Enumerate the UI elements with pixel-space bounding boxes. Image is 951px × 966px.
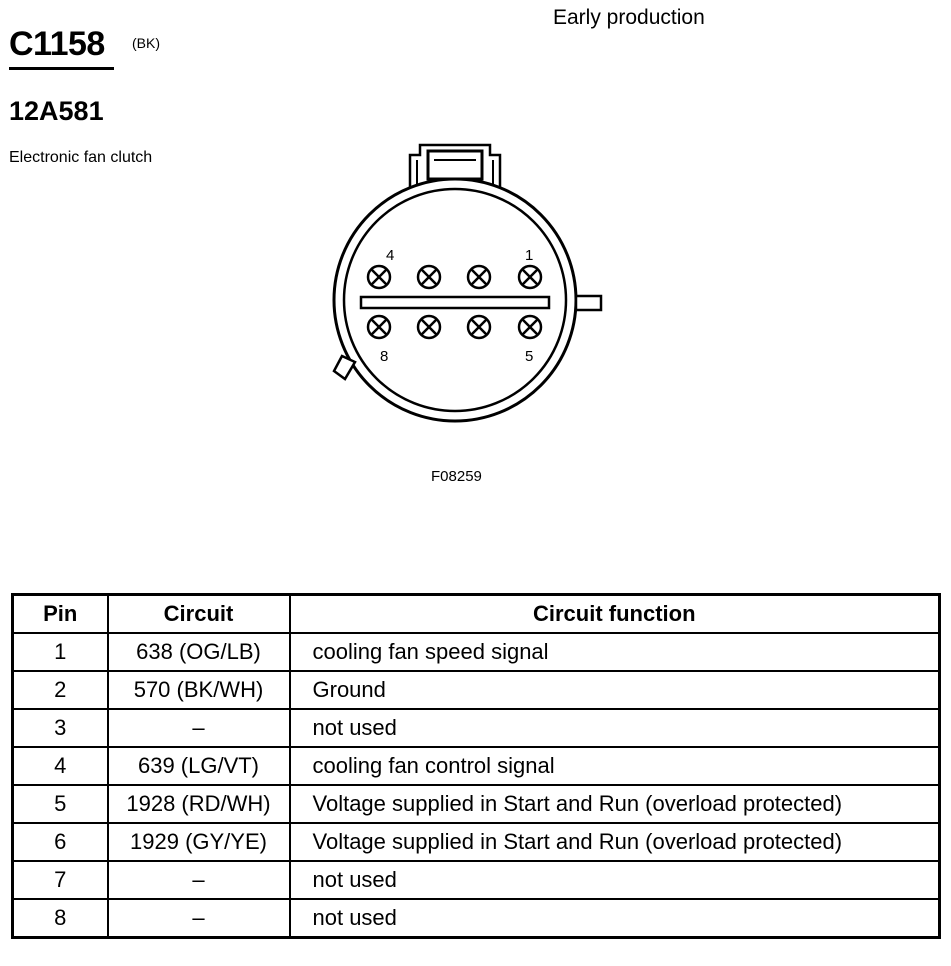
pin-label-4: 4 bbox=[386, 247, 395, 264]
circuit-cell: – bbox=[108, 899, 290, 938]
pin-cavity bbox=[368, 266, 390, 288]
table-row bbox=[13, 709, 940, 747]
pin-cell: 6 bbox=[13, 823, 108, 861]
circuit-function-cell: Ground bbox=[290, 671, 940, 709]
circuit-function-cell: Voltage supplied in Start and Run (overload protected) bbox=[290, 823, 940, 861]
table-row bbox=[13, 671, 940, 709]
connector-key-left bbox=[334, 356, 355, 379]
pin-cell: 7 bbox=[13, 861, 108, 899]
pin-cavity bbox=[418, 316, 440, 338]
circuit-cell: 638 (OG/LB) bbox=[108, 633, 290, 671]
pin-cavity bbox=[418, 266, 440, 288]
component-name: Electronic fan clutch bbox=[9, 149, 153, 166]
pin-cavity bbox=[519, 266, 541, 288]
circuit-function-cell: not used bbox=[290, 861, 940, 899]
table-row bbox=[13, 785, 940, 823]
pin-label-5: 5 bbox=[525, 348, 534, 365]
production-note: Early production bbox=[553, 6, 705, 29]
pin-cavity bbox=[368, 316, 390, 338]
connector-divider-bar bbox=[361, 297, 549, 308]
table-row bbox=[13, 861, 940, 899]
header-pin: Pin bbox=[13, 595, 108, 634]
pin-cell: 3 bbox=[13, 709, 108, 747]
table-row bbox=[13, 633, 940, 671]
pin-cavity bbox=[519, 316, 541, 338]
connector-id: C1158 bbox=[9, 25, 105, 63]
circuit-cell: 1929 (GY/YE) bbox=[108, 823, 290, 861]
circuit-function-cell: cooling fan speed signal bbox=[290, 633, 940, 671]
connector-id-underline bbox=[9, 67, 114, 70]
circuit-cell: – bbox=[108, 861, 290, 899]
table-header-row bbox=[13, 595, 940, 634]
circuit-cell: 1928 (RD/WH) bbox=[108, 785, 290, 823]
pin-cell: 8 bbox=[13, 899, 108, 938]
connector-face-diagram bbox=[320, 130, 620, 440]
figure-id: F08259 bbox=[431, 468, 482, 485]
circuit-function-cell: Voltage supplied in Start and Run (overload protected) bbox=[290, 785, 940, 823]
table-row bbox=[13, 899, 940, 938]
part-number: 12A581 bbox=[9, 96, 104, 126]
header-circuit: Circuit bbox=[108, 595, 290, 634]
connector-key-right bbox=[576, 296, 601, 310]
circuit-function-cell: not used bbox=[290, 709, 940, 747]
circuit-cell: 570 (BK/WH) bbox=[108, 671, 290, 709]
pin-cavity bbox=[468, 316, 490, 338]
pin-cell: 5 bbox=[13, 785, 108, 823]
connector-color-code: (BK) bbox=[132, 35, 160, 51]
header-circuit-function: Circuit function bbox=[290, 595, 940, 634]
circuit-function-cell: cooling fan control signal bbox=[290, 747, 940, 785]
circuit-cell: – bbox=[108, 709, 290, 747]
table-row bbox=[13, 747, 940, 785]
table-row bbox=[13, 823, 940, 861]
pin-cavity bbox=[468, 266, 490, 288]
pinout-table bbox=[11, 593, 941, 939]
circuit-cell: 639 (LG/VT) bbox=[108, 747, 290, 785]
pin-cell: 2 bbox=[13, 671, 108, 709]
pin-cell: 1 bbox=[13, 633, 108, 671]
pin-label-1: 1 bbox=[525, 247, 534, 264]
circuit-function-cell: not used bbox=[290, 899, 940, 938]
pin-label-8: 8 bbox=[380, 348, 389, 365]
pin-cell: 4 bbox=[13, 747, 108, 785]
